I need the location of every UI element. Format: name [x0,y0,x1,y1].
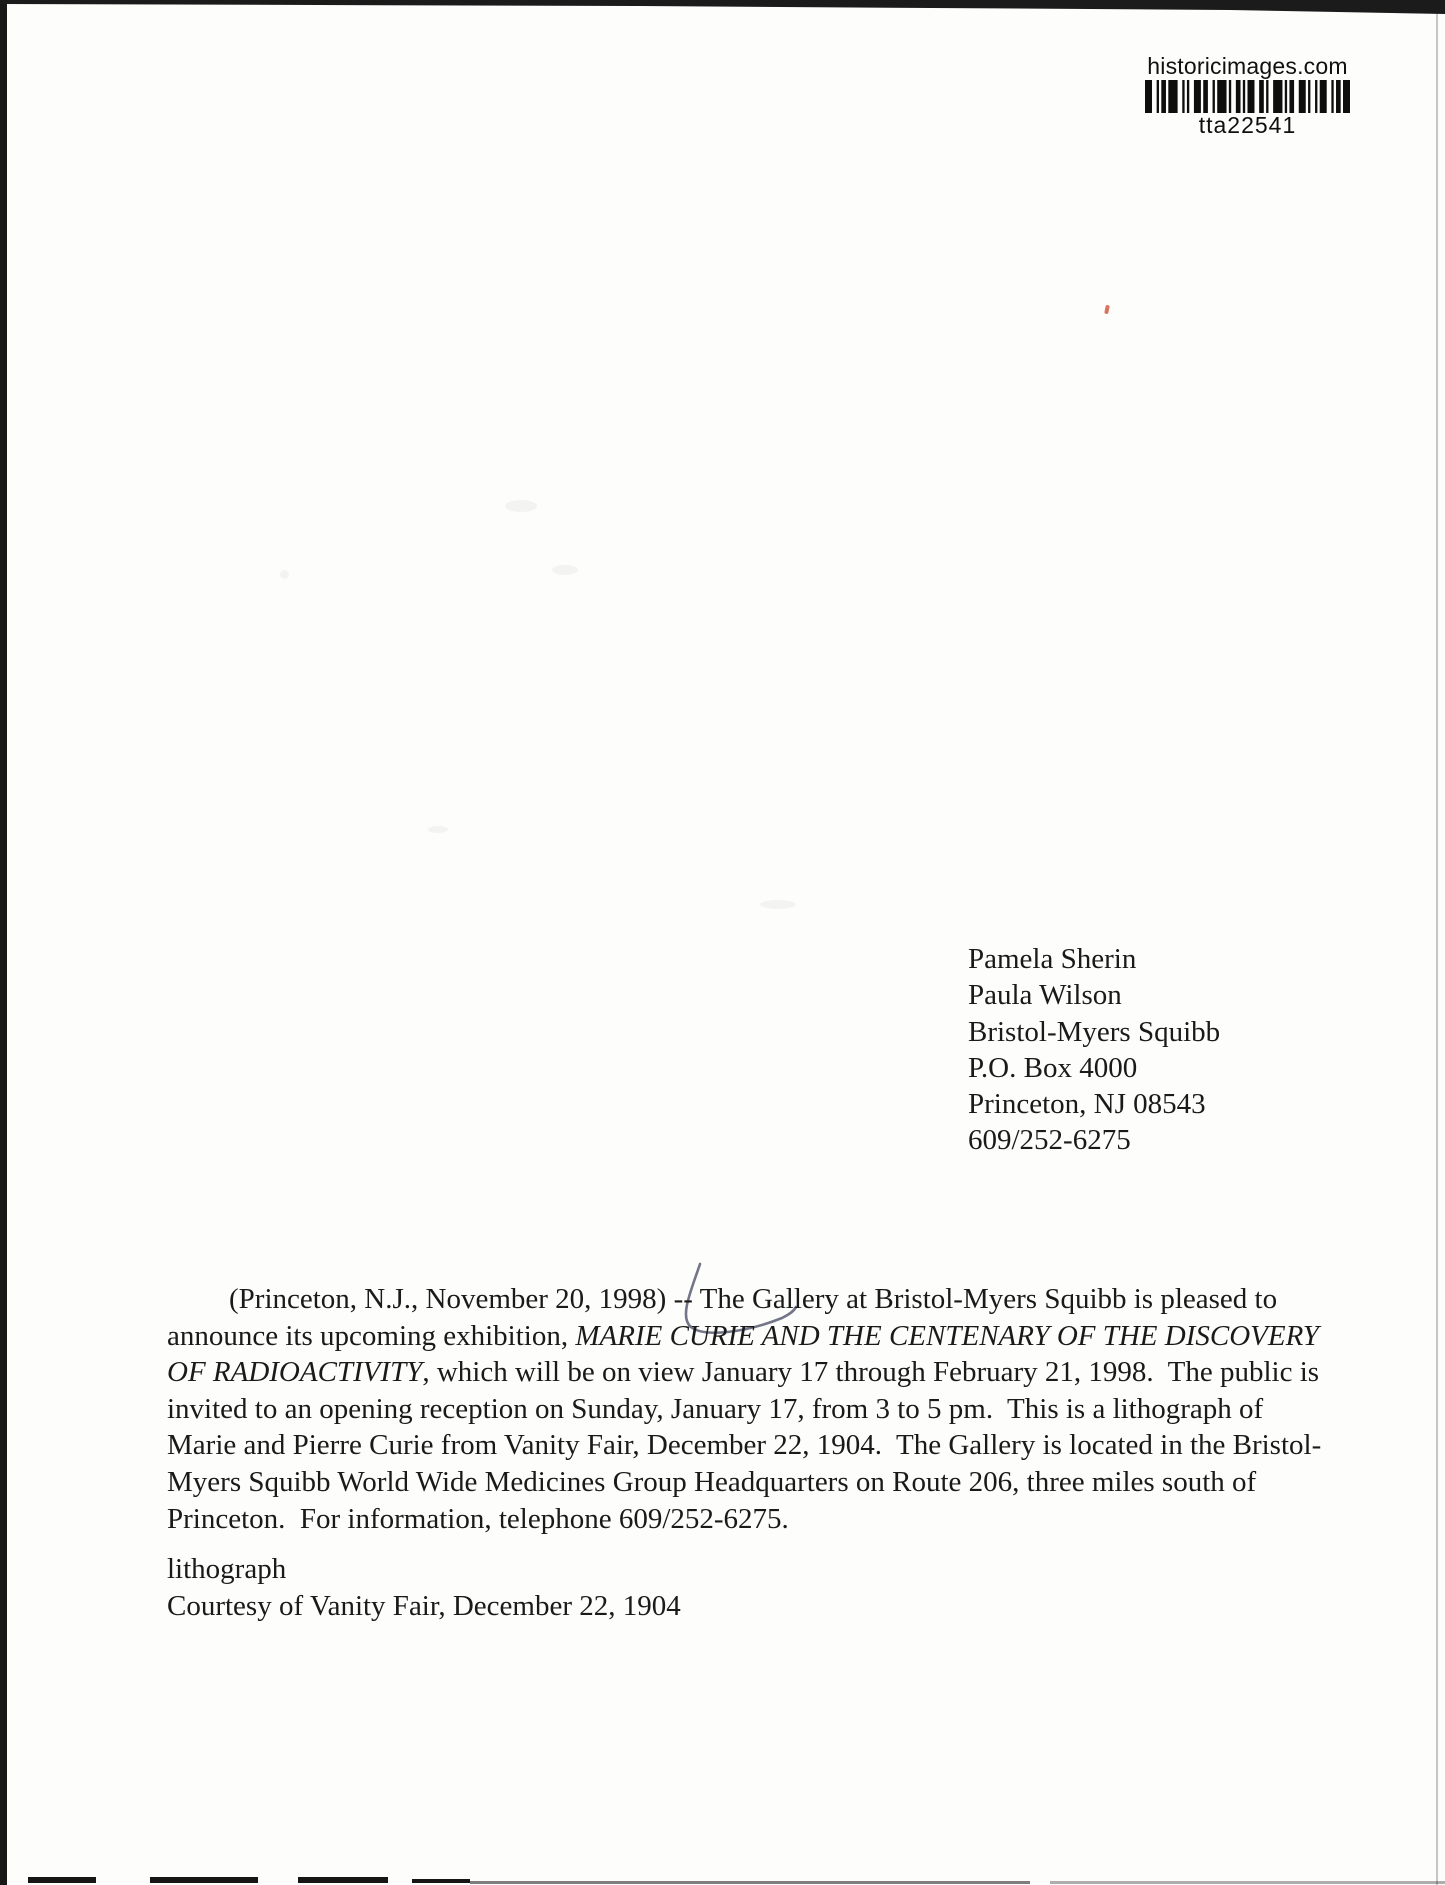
contact-name: Pamela Sherin [968,943,1137,975]
scan-smudge [280,570,289,579]
exhibition-title: MARIE CURIE AND THE CENTENARY OF THE DISCOVERY OF RADIOACTIVITY [167,1319,1327,1389]
contact-block [968,941,1220,1159]
contact-po-box: P.O. Box 4000 [968,1051,1138,1084]
press-release-paragraph [167,1281,1327,1537]
caption-credit: Courtesy of Vanity Fair, December 22, 1904 [167,1590,681,1622]
scan-edge-bottom-dash [28,1877,96,1883]
contact-company: Bristol-Myers Squibb [968,1015,1221,1048]
scan-smudge [428,826,448,833]
caption-medium: lithograph [167,1553,287,1585]
scan-edge-bottom-dash [150,1877,258,1883]
contact-city-state-zip: Princeton, NJ 08543 [968,1088,1206,1121]
scan-edge-bottom-line [470,1881,1030,1884]
press-release-closing: , which will be on view January 17 through February 21, 1998. The public is invited to an opening reception on Sunday, January 17, from 3 to 5 pm. This is a lithograph of Marie and Pierre Curie from Vanity Fair, December 22, 1904. The Gallery is located in the Bristol-Myers Squibb World Wide Medicines Group Headquarters on Route 206, three miles south of Princeton. For information, telephone 609/252-6275. [167,1356,1327,1535]
contact-name: Paula Wilson [968,979,1122,1012]
scan-edge-bottom-line [1050,1881,1445,1884]
barcode-stamp [1144,53,1351,138]
barcode [1145,80,1350,113]
photo-caption [167,1551,681,1625]
scan-smudge [552,565,578,575]
scan-edge-bottom-dash [298,1877,388,1883]
contact-phone: 609/252-6275 [968,1124,1131,1157]
scan-smudge [505,500,537,512]
red-ink-artifact [1104,305,1110,315]
scan-edge-left [0,0,7,1885]
barcode-code-label: tta22541 [1198,112,1297,138]
scan-edge-top [0,0,1445,14]
scan-website-label: historicimages.com [1147,53,1348,79]
press-release-opening: (Princeton, N.J., November 20, 1998) -- The Gallery at Bristol-Myers Squibb is pleased to announce its upcoming exhibition, [167,1283,1285,1352]
scan-edge-right [1436,0,1438,1885]
scan-smudge [760,900,796,909]
scan-edge-bottom-dash [412,1879,470,1883]
